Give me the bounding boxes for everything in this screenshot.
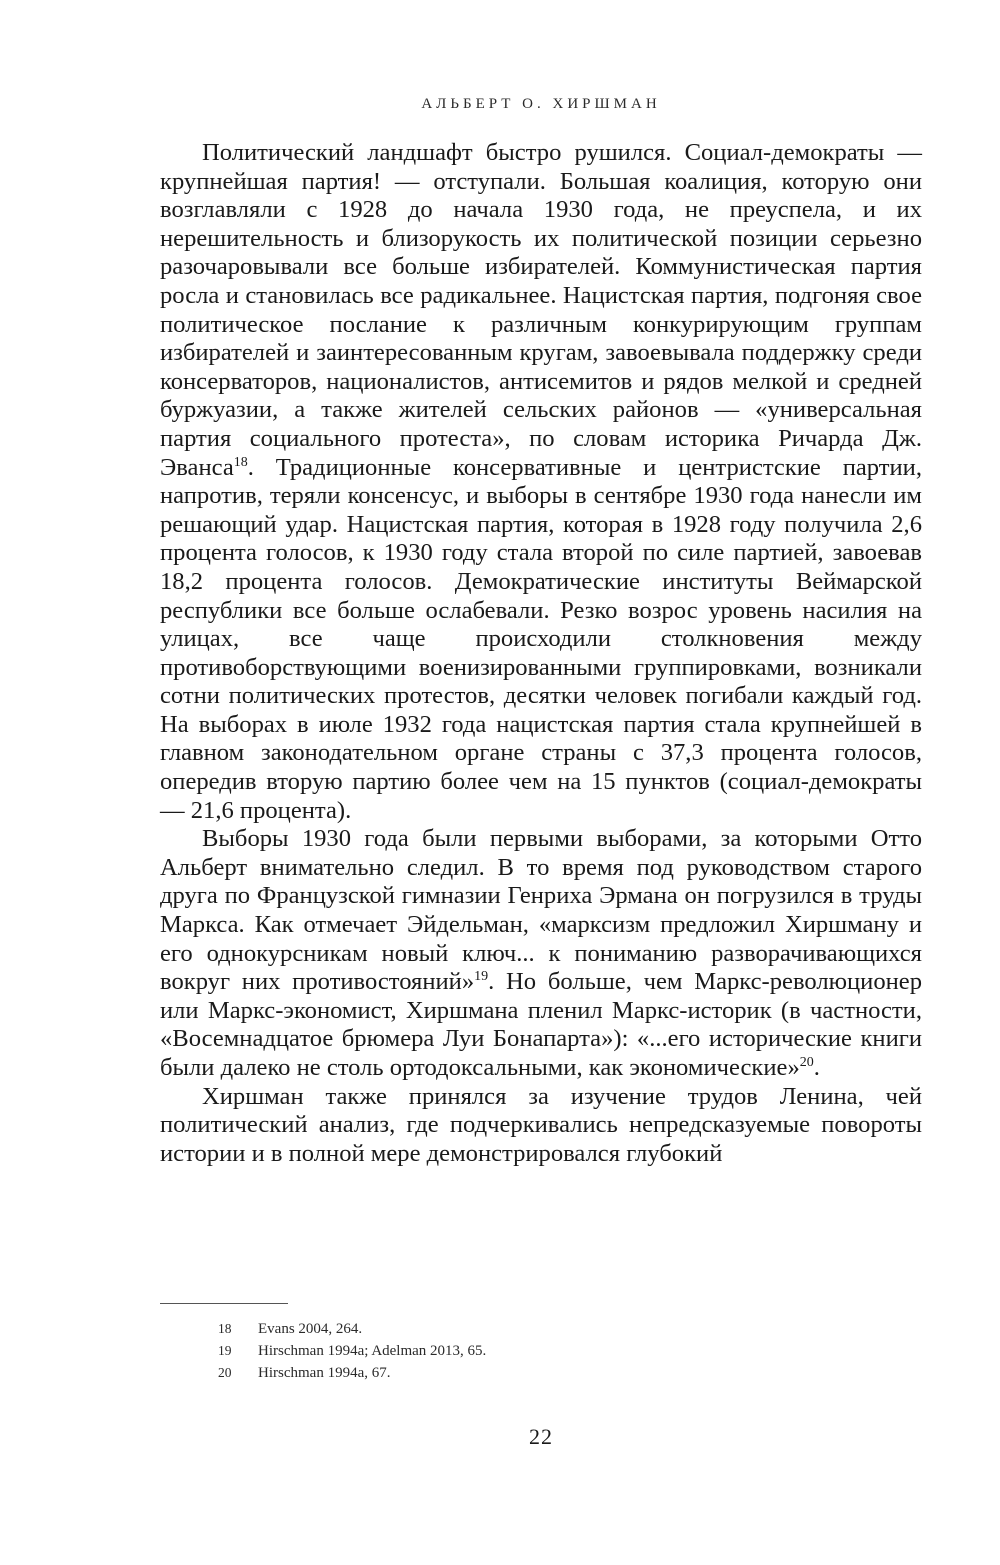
paragraph-text: Политический ландшафт быстро рушился. Социал-демократы — крупнейшая партия! — отступали. Большая коалиция, которую они возглавляли с 1928 до начала 1930 года, не преуспела, и их нерешительность и близорукость их политической позиции серьезно разочаровывали все больше избирателей. Коммунистическая партия росла и становилась все радикальнее. Нацистская партия, подгоняя свое политическое послание к различным конкурирующим группам избирателей и заинтересованным кругам, завоевывала поддержку среди консерваторов, националистов, антисемитов и рядов мелкой и средней буржуазии, а также жителей сельских районов — «универсальная партия социального протеста», по словам историка Ричарда Дж. Эванса xyxy=(160,139,922,481)
book-page xyxy=(160,0,922,1565)
footnote-number: 18 xyxy=(218,1321,232,1336)
footnote-ref-18[interactable]: 18 xyxy=(233,454,248,470)
paragraph-text: . Но больше, чем Маркс-революционер или Маркс-экономист, Хиршмана пленил Маркс-историк (в частности, «Восемнадцатое брюмера Луи Бонапарта»): «...его исторические книги были далеко не столь ортодоксальными, как экономические» xyxy=(160,968,922,1081)
footnote-divider xyxy=(160,1303,288,1304)
footnotes xyxy=(218,1318,918,1384)
paragraph-text: . Традиционные консервативные и центристские партии, напротив, теряли консенсус, и выборы в сентябре 1930 года нанесли им решающий удар. Нацистская партия, которая в 1928 году получила 2,6 процента голосов, к 1930 году стала второй по силе партией, завоевав 18,2 процента голосов. Демократические институты Веймарской республики все больше ослабевали. Резко возрос уровень насилия на улицах, все чаще происходили столкновения между противоборствующими военизированными группировками, возникали сотни политических протестов, десятки человек погибали каждый год. На выборах в июле 1932 года нацистская партия стала крупнейшей в главном законодательном органе страны с 37,3 процента голосов, опередив вторую партию более чем на 15 пунктов (социал-демократы — 21,6 процента). xyxy=(160,453,922,824)
running-head: АЛЬБЕРТ О. ХИРШМАН xyxy=(421,96,661,112)
footnote-19 xyxy=(218,1340,918,1362)
footnote-ref-20[interactable]: 20 xyxy=(799,1054,814,1070)
footnote-text: Hirschman 1994a, 67. xyxy=(258,1365,391,1381)
paragraph-2 xyxy=(160,825,922,1082)
footnote-ref-19[interactable]: 19 xyxy=(474,969,489,985)
footnote-number: 20 xyxy=(218,1365,232,1380)
paragraph-3 xyxy=(160,1083,922,1169)
footnote-number: 19 xyxy=(218,1343,232,1358)
footnote-text: Hirschman 1994a; Adelman 2013, 65. xyxy=(258,1343,487,1359)
paragraph-text: . xyxy=(813,1054,820,1081)
page-number: 22 xyxy=(529,1424,553,1449)
body-text xyxy=(160,139,922,1168)
paragraph-text: Хиршман также принялся за изучение трудов Ленина, чей политический анализ, где подчеркивались непредсказуемые повороты истории и в полной мере демонстрировался глубокий xyxy=(160,1082,922,1167)
footnote-text: Evans 2004, 264. xyxy=(258,1321,363,1337)
paragraph-text: Выборы 1930 года были первыми выборами, за которыми Отто Альберт внимательно следил. В то время под руководством старого друга по Французской гимназии Генриха Эрмана он погрузился в труды Маркса. Как отмечает Эйдельман, «марксизм предложил Хиршману и его однокурсникам новый ключ... к пониманию разворачивающихся вокруг них противостояний» xyxy=(160,825,922,996)
footnote-18 xyxy=(218,1318,918,1340)
footnote-20 xyxy=(218,1362,918,1384)
paragraph-1 xyxy=(160,139,922,825)
